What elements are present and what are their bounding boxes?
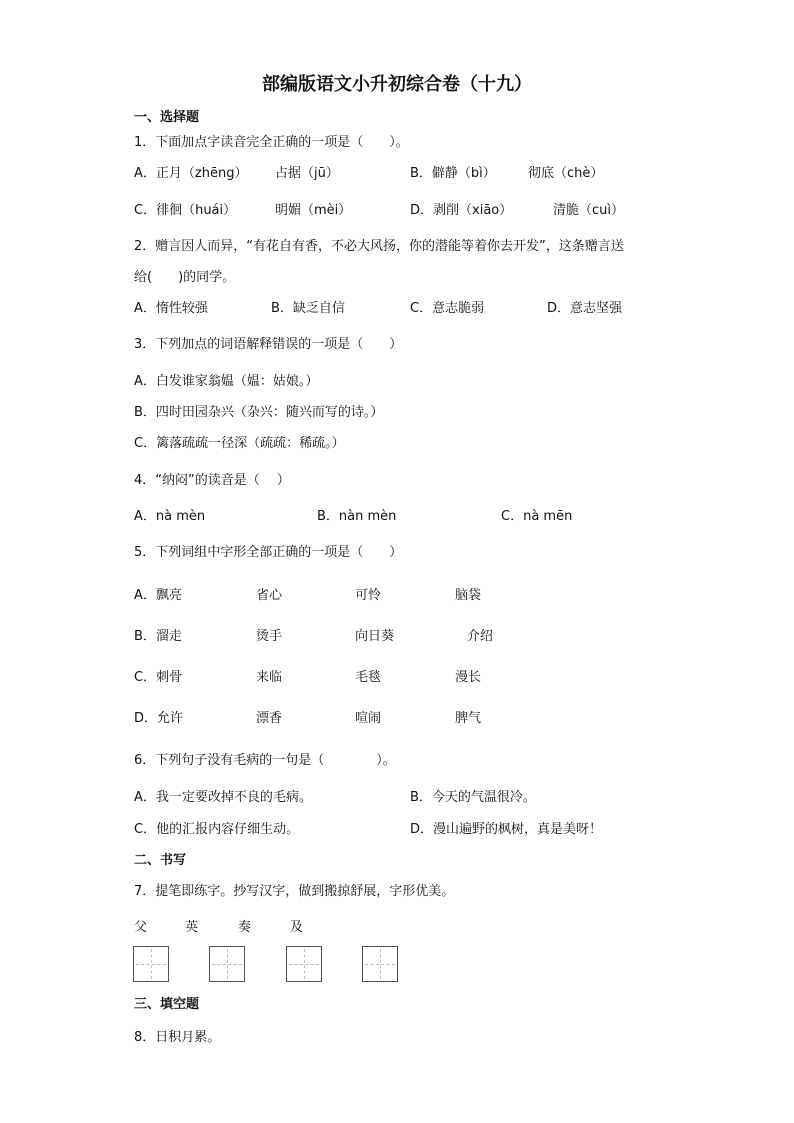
q2-option-b: B．缺乏自信 xyxy=(271,301,345,316)
q1-option-a1: A．正月（zhēng） xyxy=(134,166,248,181)
q3-stem: 3．下列加点的词语解释错误的一项是（ ） xyxy=(134,337,403,352)
q2-option-a: A．惰性较强 xyxy=(134,301,208,316)
q5-row-a-2: 省心 xyxy=(256,588,283,603)
q1-option-d2: 清脆（cuì） xyxy=(553,203,624,218)
q2-stem-line1: 2．赠言因人而异，“有花自有香，不必大风扬，你的潜能等着你去开发”，这条赠言送 xyxy=(134,239,624,254)
q1-option-b1: B．僻静（bì） xyxy=(410,166,496,181)
q5-row-d-4: 脾气 xyxy=(455,711,482,726)
q1-stem: 1．下面加点字读音完全正确的一项是（ ）。 xyxy=(134,135,409,150)
q6-option-a: A．我一定要改掉不良的毛病。 xyxy=(134,790,312,805)
writing-grid-box[interactable] xyxy=(286,946,322,982)
q4-option-c: C．nà mēn xyxy=(501,509,573,524)
q4-option-a: A．nà mèn xyxy=(134,509,206,524)
writing-grid-box[interactable] xyxy=(209,946,245,982)
section-heading-choice: 一、选择题 xyxy=(134,110,200,125)
q5-row-c-1: C．刺骨 xyxy=(134,670,183,685)
writing-grid-box[interactable] xyxy=(133,946,169,982)
q6-option-b: B．今天的气温很冷。 xyxy=(410,790,536,805)
q1-option-d1: D．剥削（xiāo） xyxy=(410,203,513,218)
q2-stem-line2: 给( )的同学。 xyxy=(134,270,236,285)
q3-option-a: A．白发谁家翁媪（媪：姑娘。） xyxy=(134,374,319,389)
writing-grid-box[interactable] xyxy=(362,946,398,982)
q5-row-b-3: 向日葵 xyxy=(355,629,395,644)
q6-stem: 6．下列句子没有毛病的一句是（ ）。 xyxy=(134,753,396,768)
q2-option-d: D．意志坚强 xyxy=(547,301,623,316)
q2-option-c: C．意志脆弱 xyxy=(410,301,485,316)
q5-stem: 5．下列词组中字形全部正确的一项是（ ） xyxy=(134,545,403,560)
q8-stem: 8．日积月累。 xyxy=(134,1030,221,1045)
q3-option-b: B．四时田园杂兴（杂兴：随兴而写的诗。） xyxy=(134,405,384,420)
q4-option-b: B．nàn mèn xyxy=(317,509,397,524)
q5-row-a-3: 可怜 xyxy=(355,588,382,603)
q1-option-c2: 明媚（mèi） xyxy=(275,203,352,218)
q6-option-c: C．他的汇报内容仔细生动。 xyxy=(134,822,300,837)
q5-row-a-1: A．飘亮 xyxy=(134,588,182,603)
q3-option-c: C．篱落疏疏一径深（疏疏：稀疏。） xyxy=(134,436,345,451)
q5-row-a-4: 脑袋 xyxy=(455,588,482,603)
q7-char-2: 英 xyxy=(185,920,199,935)
section-heading-fill-blank: 三、填空题 xyxy=(134,997,200,1012)
page-title: 部编版语文小升初综合卷（十九） xyxy=(262,74,532,95)
section-heading-writing: 二、书写 xyxy=(134,853,187,868)
q1-option-c1: C．徘徊（huái） xyxy=(134,203,237,218)
q5-row-c-2: 来临 xyxy=(256,670,283,685)
q7-char-1: 父 xyxy=(134,920,148,935)
q5-row-d-3: 喧闹 xyxy=(355,711,382,726)
q1-option-a2: 占据（jū） xyxy=(275,166,339,181)
q5-row-d-2: 漂香 xyxy=(256,711,283,726)
q5-row-b-2: 烫手 xyxy=(256,629,283,644)
q6-option-d: D．漫山遍野的枫树，真是美呀！ xyxy=(410,822,603,837)
q4-stem: 4．“纳闷”的读音是（ ） xyxy=(134,473,290,488)
q5-row-c-4: 漫长 xyxy=(455,670,482,685)
q5-row-d-1: D．允许 xyxy=(134,711,184,726)
q5-row-b-1: B．溜走 xyxy=(134,629,182,644)
q5-row-b-4: 介绍 xyxy=(467,629,494,644)
q5-row-c-3: 毛毯 xyxy=(355,670,382,685)
q7-char-3: 奏 xyxy=(238,920,252,935)
q1-option-b2: 彻底（chè） xyxy=(528,166,604,181)
q7-stem: 7．提笔即练字。抄写汉字，做到搬掠舒展，字形优美。 xyxy=(134,884,455,899)
q7-char-4: 及 xyxy=(290,920,304,935)
